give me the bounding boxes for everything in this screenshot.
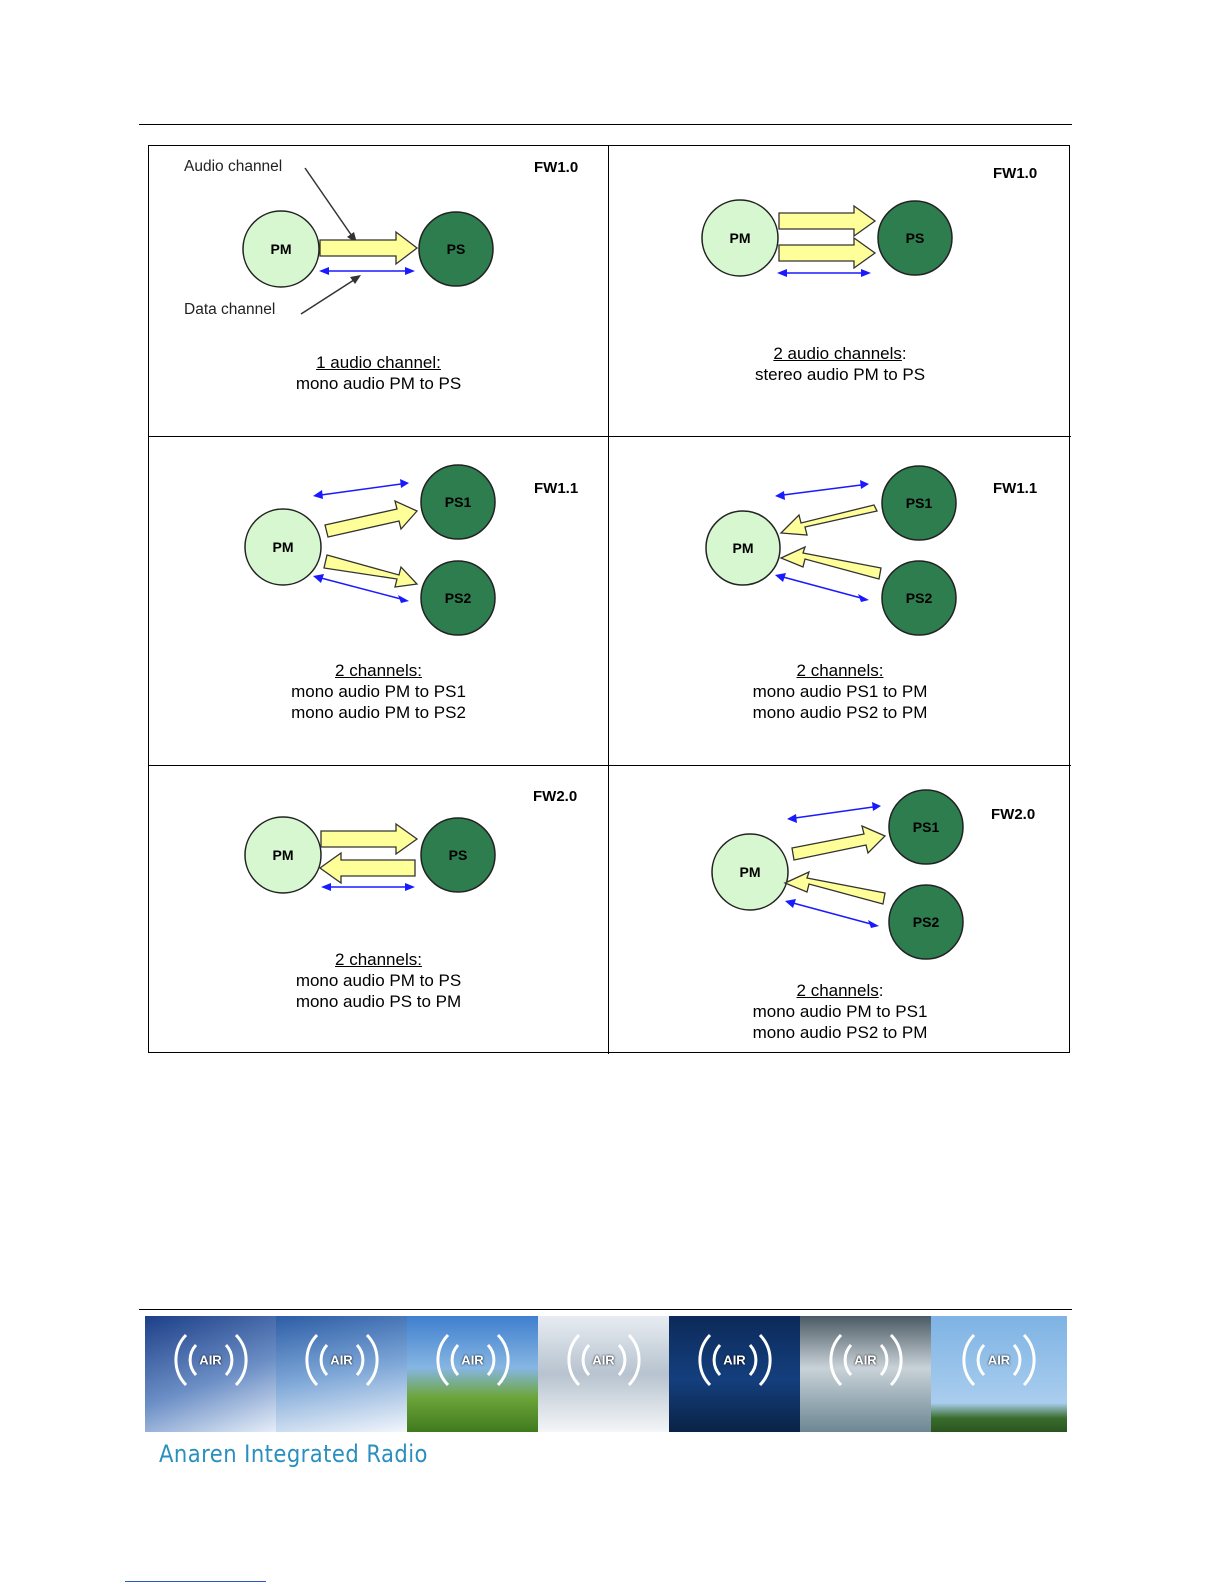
data-arrow-ps1: [783, 485, 861, 495]
ps2-label: PS2: [912, 914, 940, 930]
photo-bmx: [407, 1316, 538, 1432]
header-rule: [139, 124, 1072, 125]
ps1-label: PS1: [905, 495, 933, 511]
photo-ski: [276, 1316, 407, 1432]
footer-rule: [139, 1309, 1072, 1310]
data-arrow-ps1: [321, 484, 401, 495]
caption: [149, 949, 608, 1012]
data-arrow-ps1: [795, 807, 873, 818]
audio-arrow-to-pm: [785, 872, 885, 904]
fw-version: FW2.0: [533, 788, 578, 805]
cell-fw10-stereo: [609, 146, 1071, 437]
cell-fw10-mono: [149, 146, 609, 437]
cell-fw11-inbound: [609, 437, 1071, 766]
ps-label: PS: [448, 847, 468, 863]
caption-line: mono audio PS2 to PM: [752, 1023, 928, 1042]
audio-arrow-to-pm: [320, 853, 415, 883]
caption-line: mono audio PM to PS2: [291, 703, 466, 722]
cell-fw20-mixed: [609, 766, 1071, 1054]
pm-label: PM: [270, 241, 292, 257]
audio-arrow-ps1: [781, 505, 877, 535]
pm-label: PM: [272, 539, 294, 555]
audio-channel-label: Audio channel: [184, 158, 283, 175]
audio-config-table: [148, 145, 1070, 1053]
data-arrow-ps2: [321, 578, 401, 599]
caption: [609, 343, 1071, 385]
caption-heading: 2 channels:: [335, 950, 422, 969]
caption-heading: 1 audio channel:: [316, 353, 441, 372]
diagram-fw10-stereo: [609, 146, 1071, 437]
audio-arrow-to-ps1: [792, 826, 885, 860]
caption-heading: 2 channels:: [796, 661, 884, 680]
fw-version: FW1.0: [993, 165, 1038, 182]
fw-version: FW1.0: [534, 159, 579, 176]
footer-link-underline: [125, 1581, 266, 1582]
photo-windsurf: [669, 1316, 800, 1432]
caption-line: mono audio PM to PS1: [752, 1002, 928, 1021]
ps1-label: PS1: [912, 819, 940, 835]
ps-label: PS: [446, 241, 466, 257]
audio-arrow-left: [779, 206, 875, 236]
caption-line: mono audio PS to PM: [295, 992, 462, 1011]
audio-arrow: [320, 232, 417, 264]
cell-fw20-bidir: [149, 766, 609, 1054]
pm-label: PM: [739, 864, 761, 880]
brand-name: Anaren Integrated Radio: [159, 1440, 428, 1468]
photo-snowboard: [538, 1316, 669, 1432]
caption-heading: 2 channels:: [335, 661, 422, 680]
audio-arrow-right: [779, 238, 875, 268]
pm-label: PM: [272, 847, 294, 863]
caption: [609, 980, 1071, 1043]
air-badge: AIR: [987, 1352, 1011, 1368]
data-callout-head: [350, 275, 361, 284]
caption-line: mono audio PM to PS: [295, 374, 462, 393]
ps2-label: PS2: [905, 590, 933, 606]
fw-version: FW1.1: [534, 480, 579, 497]
caption-heading: 2 channels: [796, 981, 879, 1000]
air-badge: AIR: [592, 1352, 615, 1368]
cell-fw11-outbound: [149, 437, 609, 766]
ps-label: PS: [905, 230, 925, 246]
caption-line: stereo audio PM to PS: [754, 365, 926, 384]
caption-line: mono audio PM to PS: [295, 971, 462, 990]
ps1-label: PS1: [444, 494, 472, 510]
data-arrow-ps2: [783, 577, 861, 598]
air-badge: AIR: [330, 1352, 353, 1368]
photo-inline-skate: [931, 1316, 1067, 1432]
air-badge: AIR: [199, 1352, 222, 1368]
caption-line: mono audio PS1 to PM: [752, 682, 928, 701]
caption-heading-suffix: :: [901, 344, 907, 363]
pm-label: PM: [732, 540, 754, 556]
audio-arrow-ps1: [325, 501, 417, 537]
pm-label: PM: [729, 230, 751, 246]
caption: [609, 660, 1071, 723]
data-channel-label: Data channel: [184, 301, 276, 318]
ps2-label: PS2: [444, 590, 472, 606]
caption-heading-suffix: :: [878, 981, 884, 1000]
fw-version: FW2.0: [991, 806, 1036, 823]
air-badge: AIR: [854, 1352, 877, 1368]
audio-arrow-ps2: [781, 547, 881, 579]
caption: [149, 352, 608, 394]
air-badge: AIR: [461, 1352, 484, 1368]
photo-skateboard: [145, 1316, 276, 1432]
air-badge: AIR: [723, 1352, 746, 1368]
fw-version: FW1.1: [993, 480, 1038, 497]
caption-line: mono audio PS2 to PM: [752, 703, 928, 722]
audio-arrow-to-ps: [321, 824, 417, 854]
air-photo-banner: [145, 1316, 1067, 1432]
caption: [149, 660, 608, 723]
caption-heading: 2 audio channels: [773, 344, 902, 363]
data-callout-line: [301, 278, 357, 314]
photo-kayak: [800, 1316, 931, 1432]
caption-line: mono audio PM to PS1: [291, 682, 466, 701]
data-arrow-ps2: [793, 903, 871, 924]
